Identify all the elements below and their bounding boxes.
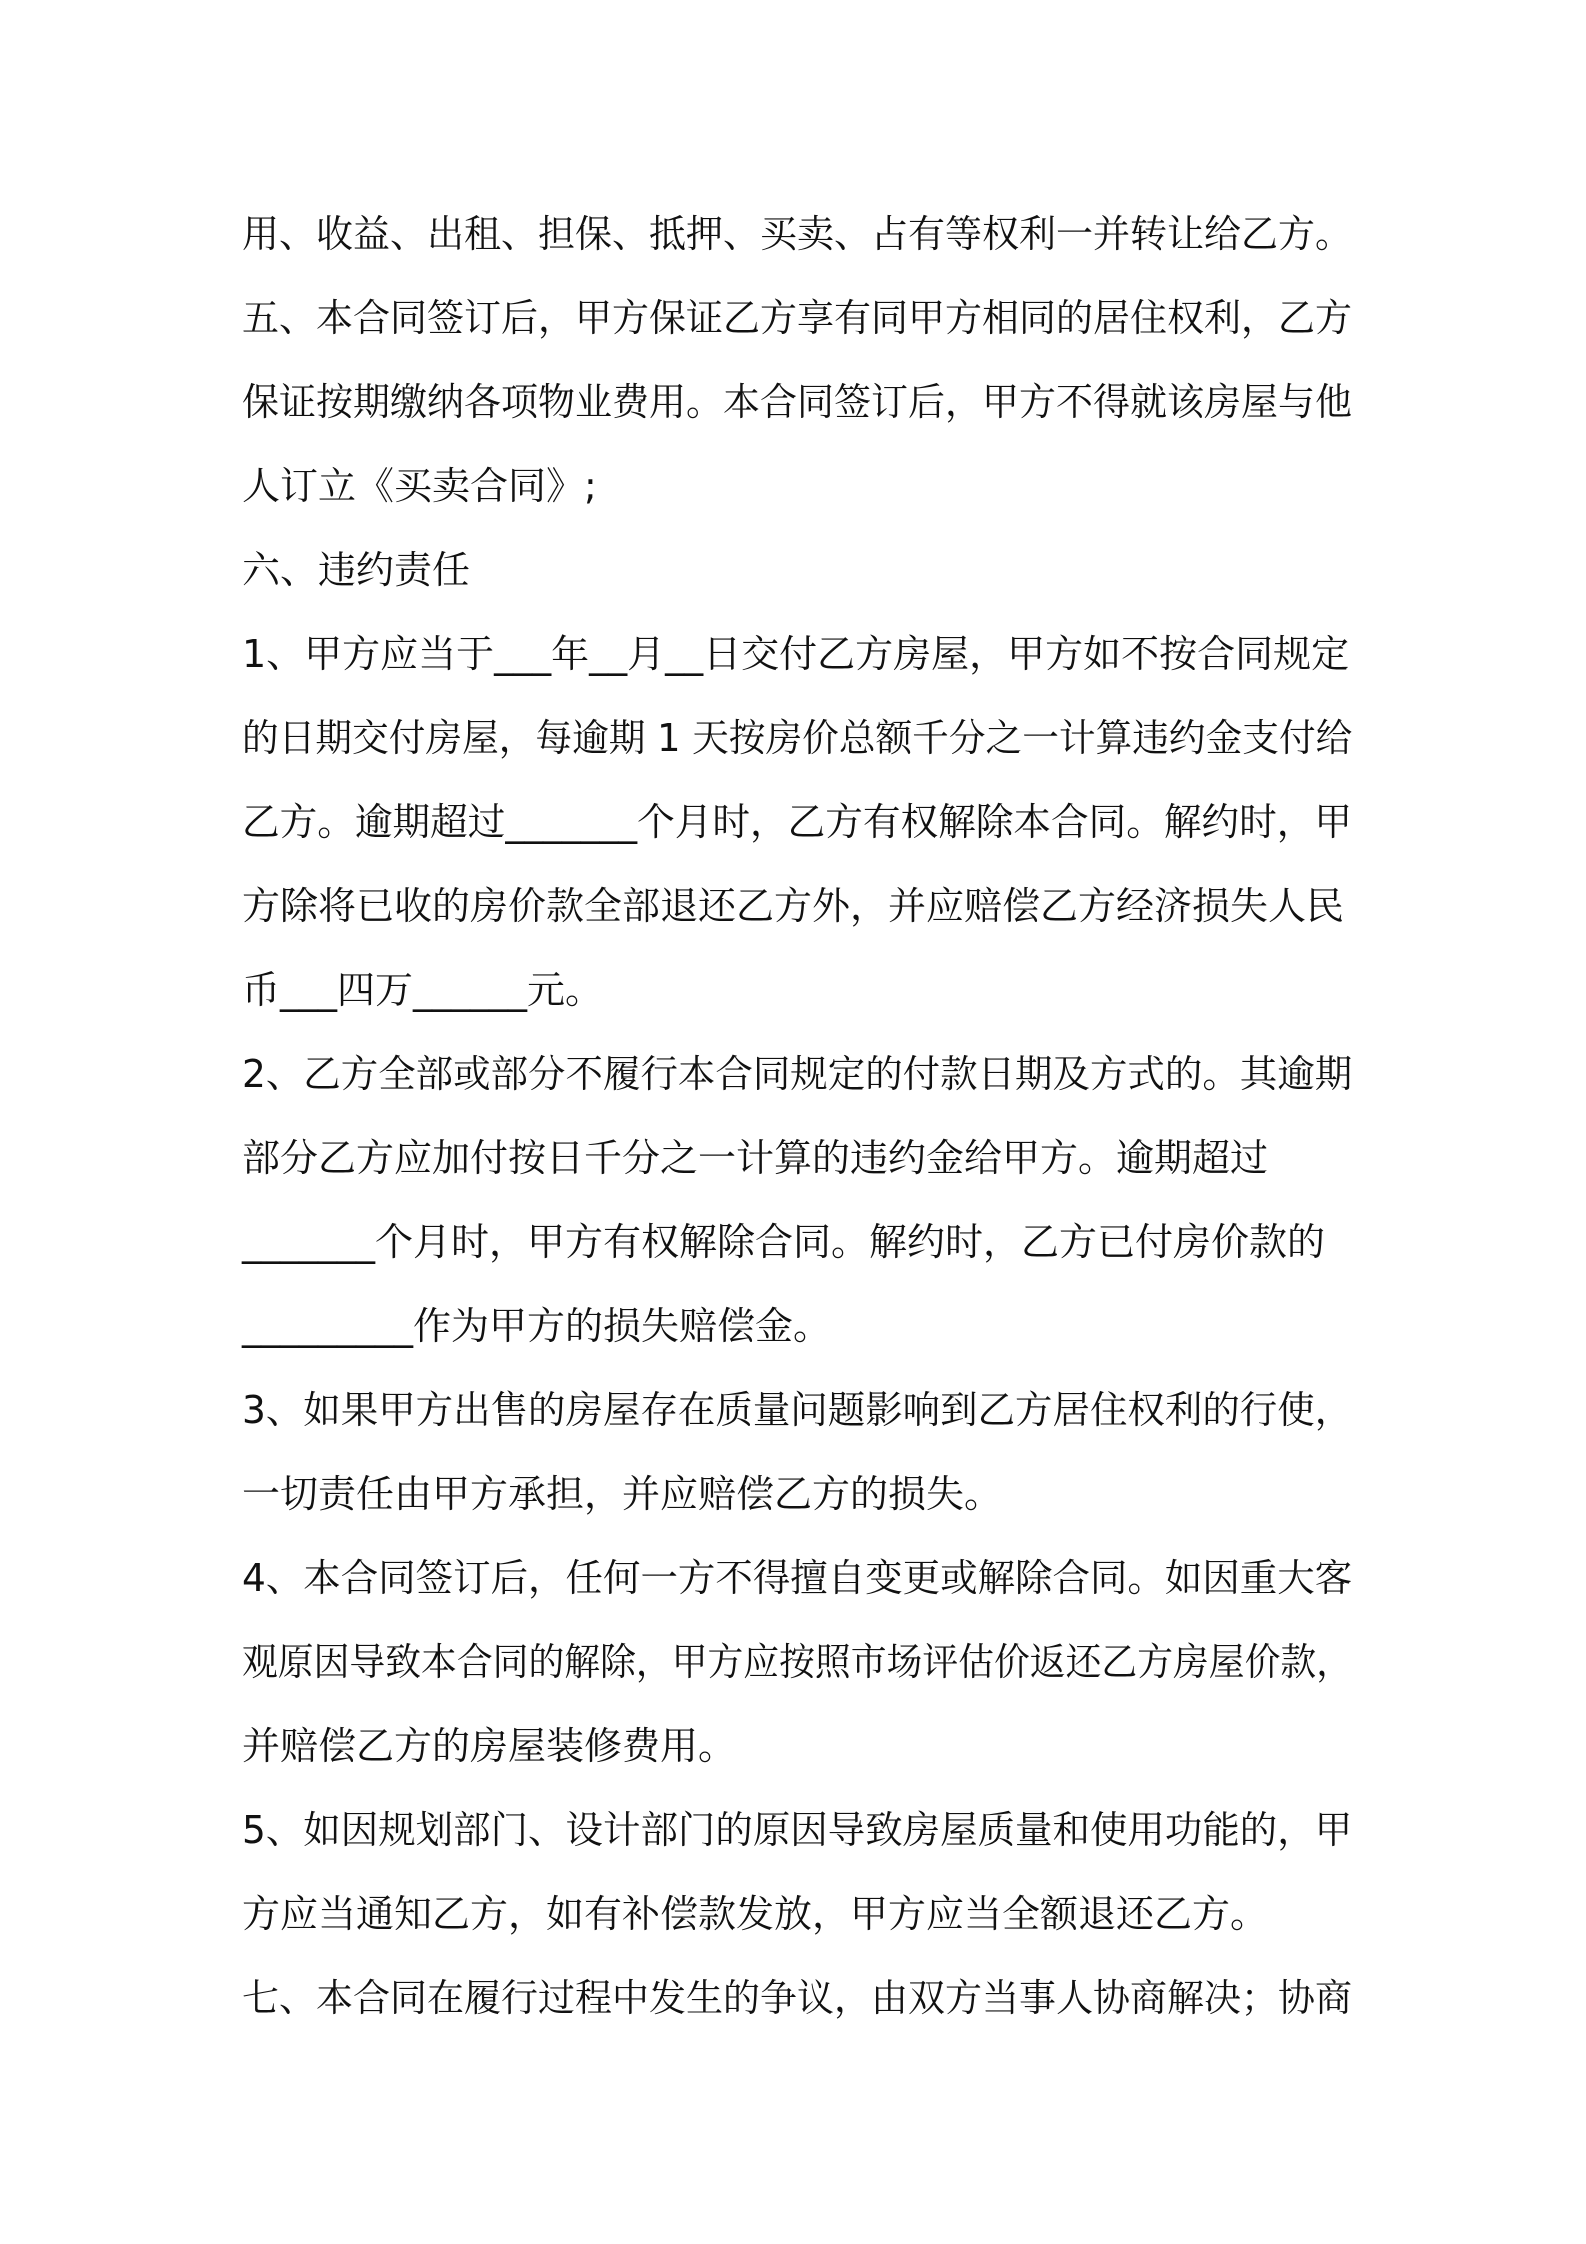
text-line: 人订立《买卖合同》; (242, 464, 597, 508)
text-line: 观原因导致本合同的解除，甲方应按照市场评估价返还乙方房屋价款， (242, 1640, 1353, 1684)
text-line: 方应当通知乙方，如有补偿款发放，甲方应当全额退还乙方。 (242, 1892, 1269, 1936)
text-line: 五、本合同签订后，甲方保证乙方享有同甲方相同的居住权利，乙方 (242, 296, 1353, 340)
text-line: 七、本合同在履行过程中发生的争议，由双方当事人协商解决；协商 (242, 1976, 1353, 2020)
text-line: 3、如果甲方出售的房屋存在质量问题影响到乙方居住权利的行使， (242, 1388, 1353, 1432)
text-line: 保证按期缴纳各项物业费用。本合同签订后，甲方不得就该房屋与他 (242, 380, 1353, 424)
text-line: 的日期交付房屋，每逾期 1 天按房价总额千分之一计算违约金支付给 (242, 716, 1353, 760)
text-line: _________作为甲方的损失赔偿金。 (242, 1304, 832, 1348)
text-line: 4、本合同签订后，任何一方不得擅自变更或解除合同。如因重大客 (242, 1556, 1353, 1600)
text-line: 并赔偿乙方的房屋装修费用。 (242, 1724, 737, 1768)
text-line: 方除将已收的房价款全部退还乙方外，并应赔偿乙方经济损失人民 (242, 884, 1345, 928)
text-line: 部分乙方应加付按日千分之一计算的违约金给甲方。逾期超过 (242, 1136, 1269, 1180)
section-heading: 六、违约责任 (242, 548, 471, 592)
text-line: 乙方。逾期超过_______个月时，乙方有权解除本合同。解约时，甲 (242, 800, 1353, 844)
text-line: 一切责任由甲方承担，并应赔偿乙方的损失。 (242, 1472, 1003, 1516)
text-line: _______个月时，甲方有权解除合同。解约时，乙方已付房价款的 (242, 1220, 1326, 1264)
text-line: 用、收益、出租、担保、抵押、买卖、占有等权利一并转让给乙方。 (242, 212, 1353, 256)
text-line: 币___四万______元。 (242, 968, 604, 1012)
contract-text (242, 192, 1352, 2040)
text-line: 2、乙方全部或部分不履行本合同规定的付款日期及方式的。其逾期 (242, 1052, 1353, 1096)
text-line: 1、甲方应当于___年__月__日交付乙方房屋，甲方如不按合同规定 (242, 632, 1350, 676)
text-line: 5、如因规划部门、设计部门的原因导致房屋质量和使用功能的，甲 (242, 1808, 1353, 1852)
